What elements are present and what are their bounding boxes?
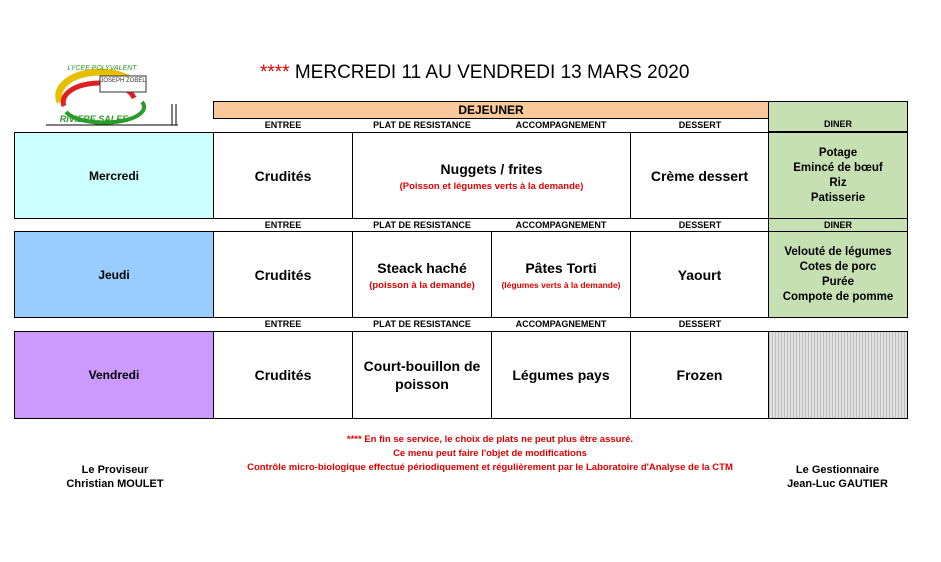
col-header-dessert: DESSERT	[678, 319, 722, 329]
vendredi-entree	[213, 331, 353, 419]
dish-note: (Poisson et légumes verts à la demande)	[399, 180, 584, 192]
diner-item: Emincé de bœuf	[793, 161, 883, 174]
title-stars: ****	[260, 62, 290, 83]
diner-item: Purée	[822, 275, 854, 288]
day-jeudi	[14, 231, 214, 318]
mercredi-dessert	[630, 132, 769, 219]
col-header-plat: PLAT DE RESISTANCE	[373, 120, 471, 130]
dish-text: Crème dessert	[650, 167, 749, 184]
dish-text: Crudités	[254, 367, 312, 383]
logo-top-text: LYCEE POLYVALENT	[67, 65, 137, 72]
jeudi-diner	[768, 231, 908, 318]
col-header-accompagnement: ACCOMPAGNEMENT	[515, 319, 607, 329]
day-label: Mercredi	[88, 168, 140, 183]
dejeuner-band	[213, 101, 769, 119]
signature-name: Jean-Luc GAUTIER	[787, 478, 888, 490]
jeudi-dessert	[630, 231, 769, 318]
diner-item: Riz	[829, 176, 847, 189]
col-header-plat: PLAT DE RESISTANCE	[373, 220, 471, 230]
dish-text: Crudités	[254, 167, 312, 184]
col-header-dessert: DESSERT	[678, 120, 722, 130]
note-line: Ce menu peut faire l'objet de modifications	[393, 448, 587, 459]
day-vendredi	[14, 331, 214, 419]
dish-text: Nuggets / frites	[440, 160, 543, 177]
jeudi-plat	[352, 231, 492, 318]
signature-right	[760, 463, 915, 491]
jeudi-entree	[213, 231, 353, 318]
signature-name: Christian MOULET	[66, 478, 164, 490]
diner-item: Velouté de légumes	[784, 245, 892, 258]
day-label: Vendredi	[88, 368, 140, 382]
page-title	[260, 62, 689, 84]
vendredi-accompagnement	[491, 331, 631, 419]
mercredi-entree	[213, 132, 353, 219]
mercredi-plat	[352, 132, 631, 219]
col-header-dessert: DESSERT	[678, 220, 722, 230]
diner-band-top	[768, 101, 908, 132]
dish-text: Crudités	[254, 266, 312, 283]
col-header-plat: PLAT DE RESISTANCE	[373, 319, 471, 329]
col-header-entree: ENTREE	[264, 220, 302, 230]
logo-badge-text: JOSEPH ZOBEL	[100, 78, 146, 84]
diner-item: Patisserie	[810, 191, 866, 204]
school-logo	[42, 62, 182, 128]
dish-note: (poisson à la demande)	[369, 279, 475, 291]
note-line: **** En fin se service, le choix de plats ne peut plus être assuré.	[346, 434, 634, 445]
day-mercredi	[14, 132, 214, 219]
mercredi-diner	[768, 132, 908, 219]
diner-item: Potage	[818, 146, 858, 159]
diner-item: Cotes de porc	[799, 260, 877, 273]
dish-text: Steack haché	[377, 259, 467, 276]
diner-item: Compote de pomme	[782, 290, 894, 303]
logo-bottom-text: RIVIERE SALEE	[59, 114, 129, 124]
col-header-entree: ENTREE	[264, 120, 302, 130]
dish-note: (légumes verts à la demande)	[501, 280, 621, 290]
dish-text: Frozen	[676, 367, 723, 383]
vendredi-diner-empty	[768, 331, 908, 419]
col-header-accompagnement: ACCOMPAGNEMENT	[515, 120, 607, 130]
dish-text: Pâtes Torti	[525, 260, 597, 276]
diner-header-2: DINER	[768, 219, 908, 231]
vendredi-plat	[352, 331, 492, 419]
signature-role: Le Proviseur	[81, 464, 149, 476]
dish-text: Yaourt	[677, 266, 722, 283]
jeudi-accompagnement	[491, 231, 631, 318]
title-text: MERCREDI 11 AU VENDREDI 13 MARS 2020	[294, 62, 690, 83]
dish-text: Légumes pays	[512, 367, 610, 383]
col-header-accompagnement: ACCOMPAGNEMENT	[515, 220, 607, 230]
day-label: Jeudi	[98, 267, 130, 282]
diner-header-1: DINER	[823, 119, 852, 129]
signature-left	[40, 463, 190, 491]
vendredi-dessert	[630, 331, 769, 419]
col-header-entree: ENTREE	[264, 319, 302, 329]
signature-role: Le Gestionnaire	[795, 464, 880, 476]
dejeuner-label: DEJEUNER	[458, 103, 524, 117]
menu-notes	[200, 433, 780, 475]
dish-text: Court-bouillon de poisson	[363, 358, 481, 392]
note-line: Contrôle micro-biologique effectué périodiquement et régulièrement par le Laboratoire d'Analyse de la CTM	[247, 462, 733, 473]
